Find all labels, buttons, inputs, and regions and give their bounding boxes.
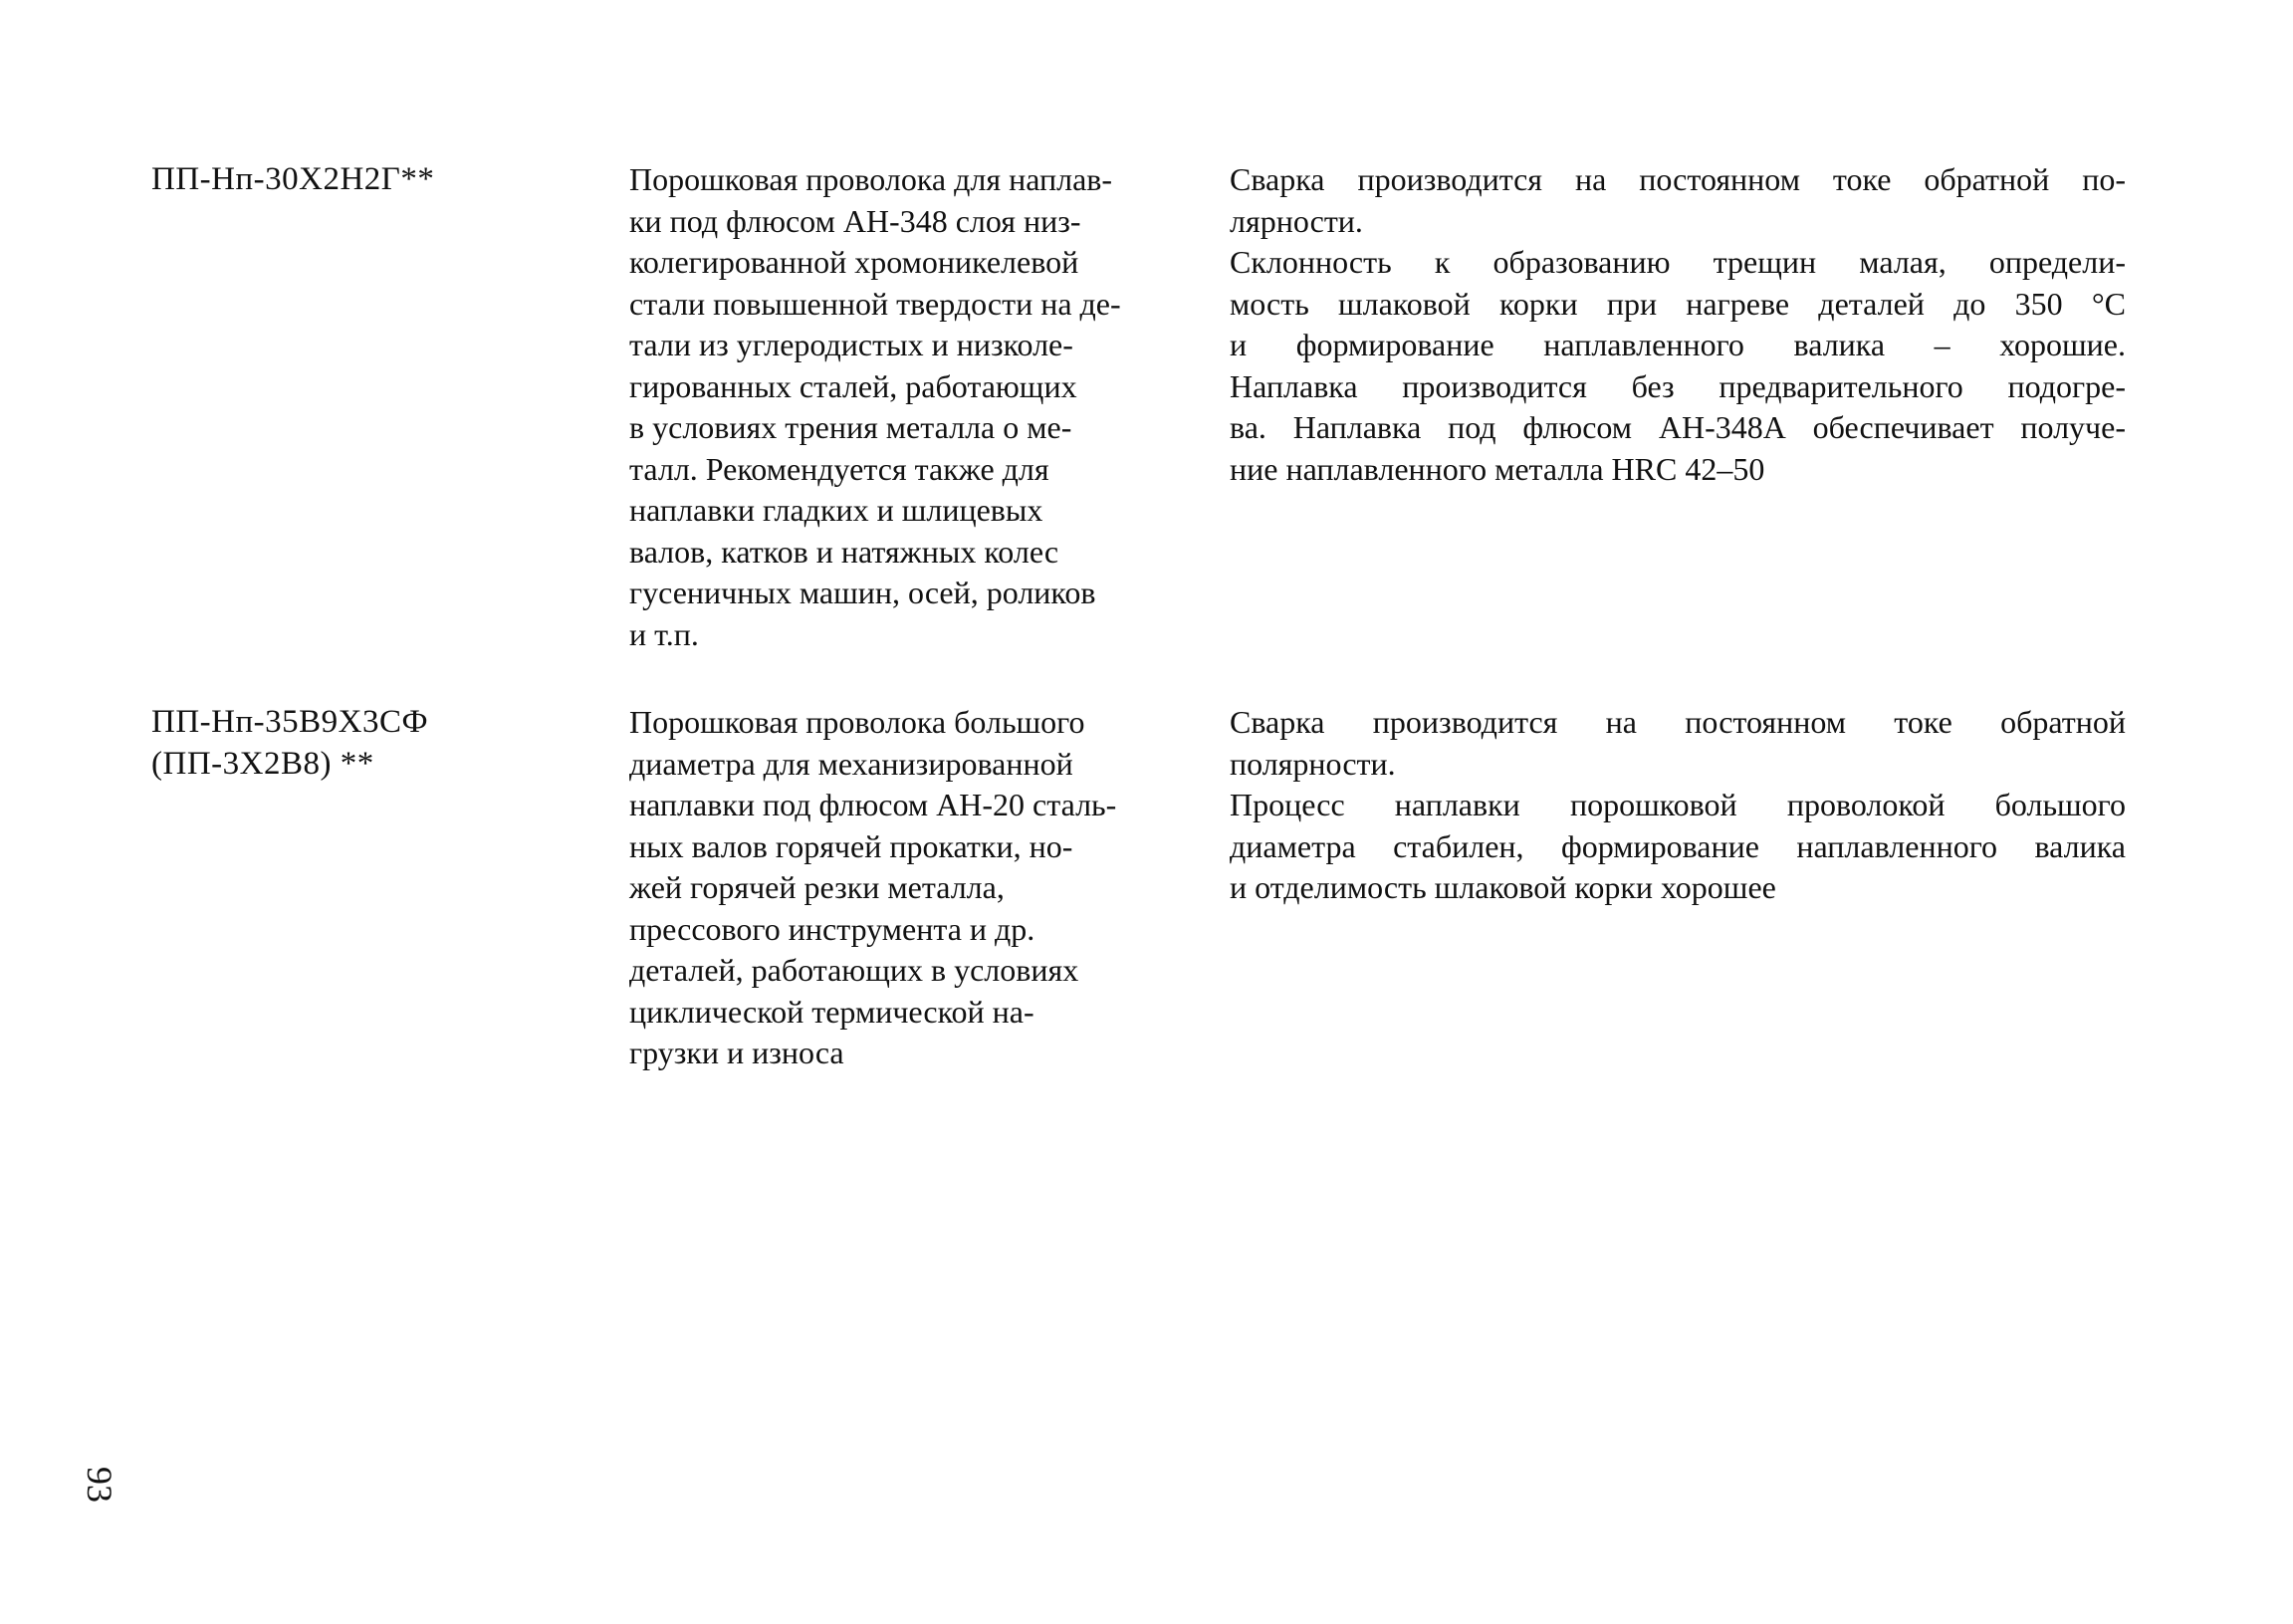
notes-line: Сварка производится на постоянном токе обратной по- bbox=[1230, 161, 2126, 197]
purpose-line: деталей, работающих в условиях bbox=[629, 952, 1079, 988]
purpose-line: наплавки гладких и шлицевых bbox=[629, 492, 1043, 528]
purpose-line: наплавки под флюсом АН-20 сталь- bbox=[629, 787, 1117, 822]
material-name-line: (ПП-3Х2В8) ** bbox=[151, 745, 374, 782]
purpose-line: ных валов горячей прокатки, но- bbox=[629, 827, 1073, 864]
purpose-line: Порошковая проволока большого bbox=[629, 704, 1085, 740]
purpose-line: и т.п. bbox=[629, 615, 699, 652]
notes-line: и отделимость шлаковой корки хорошее bbox=[1230, 869, 1776, 905]
purpose-line: гированных сталей, работающих bbox=[629, 367, 1077, 404]
notes-line: Сварка производится на постоянном токе обратной bbox=[1230, 704, 2126, 740]
notes-line: Наплавка производится без предварительного подогре- bbox=[1230, 367, 2126, 404]
purpose-line: колегированной хромоникелевой bbox=[629, 244, 1079, 280]
purpose-line: циклической термической на- bbox=[629, 993, 1034, 1030]
material-name-line: ПП-Нп-35В9Х3СФ bbox=[151, 704, 429, 740]
notes-paragraph bbox=[1230, 702, 2126, 785]
notes-line: Процесс наплавки порошковой проволокой большого bbox=[1230, 787, 2126, 822]
purpose-line: ки под флюсом АН-348 слоя низ- bbox=[629, 202, 1081, 239]
purpose-line: гусеничных машин, осей, роликов bbox=[629, 575, 1096, 610]
notes-paragraph bbox=[1230, 159, 2126, 242]
notes-paragraph bbox=[1230, 785, 2126, 909]
notes-line: ва. Наплавка под флюсом АН-348А обеспечивает получе- bbox=[1230, 409, 2126, 445]
purpose-line: стали повышенной твердости на де- bbox=[629, 285, 1121, 322]
purpose-line: прессового инструмента и др. bbox=[629, 910, 1035, 947]
purpose-line: диаметра для механизированной bbox=[629, 745, 1073, 782]
purpose-line: в условиях трения металла о ме- bbox=[629, 409, 1072, 445]
welding-notes bbox=[1230, 702, 2126, 909]
purpose-line: грузки и износа bbox=[629, 1035, 844, 1070]
notes-paragraph bbox=[1230, 242, 2126, 490]
page-number: 93 bbox=[80, 1467, 119, 1503]
purpose-line: жей горячей резки металла, bbox=[629, 869, 1005, 905]
notes-line: диаметра стабилен, формирование наплавленного валика bbox=[1230, 827, 2126, 864]
notes-line: и формирование наплавленного валика – хорошие. bbox=[1230, 327, 2126, 362]
welding-notes bbox=[1230, 159, 2126, 490]
purpose-line: талл. Рекомендуется также для bbox=[629, 450, 1049, 487]
material-name bbox=[151, 702, 570, 785]
notes-line: Склонность к образованию трещин малая, определи- bbox=[1230, 244, 2126, 280]
material-purpose bbox=[629, 159, 1207, 655]
purpose-line: валов, катков и натяжных колес bbox=[629, 533, 1059, 570]
notes-line: лярности. bbox=[1230, 202, 1363, 239]
notes-line: ние наплавленного металла HRC 42–50 bbox=[1230, 450, 1765, 487]
purpose-line: Порошковая проволока для наплав- bbox=[629, 161, 1113, 197]
notes-line-text: мость шлаковой корки при нагреве деталей до 350 bbox=[1230, 285, 2092, 322]
temperature-unit: °С bbox=[2091, 285, 2126, 322]
notes-line-with-temperature bbox=[1230, 284, 2126, 326]
material-purpose bbox=[629, 702, 1207, 1074]
notes-line: полярности. bbox=[1230, 745, 1396, 782]
purpose-line: тали из углеродистых и низколе- bbox=[629, 327, 1073, 362]
material-name-line: ПП-Нп-30Х2Н2Г** bbox=[151, 161, 435, 197]
material-name bbox=[151, 159, 570, 201]
